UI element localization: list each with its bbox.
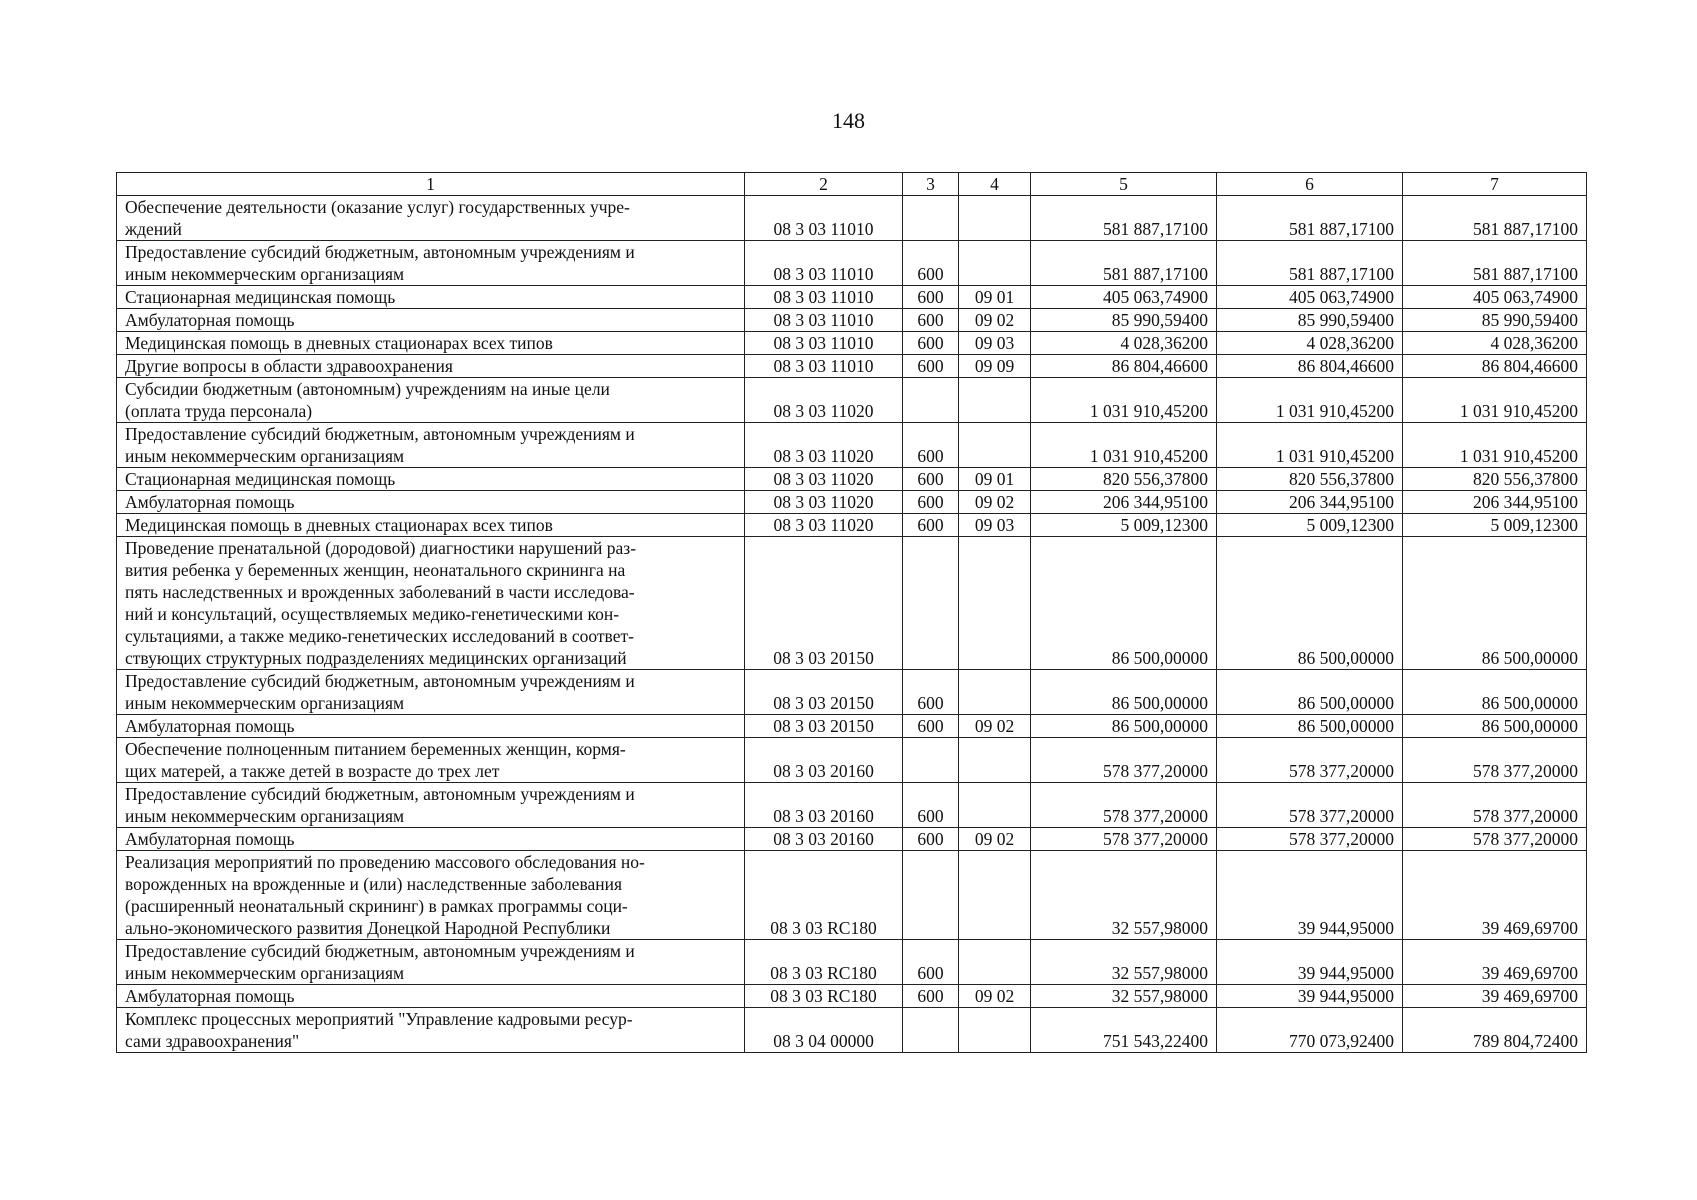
row-name: Предоставление субсидий бюджетным, автономным учреждениям и иным некоммерческим организациям — [117, 783, 745, 828]
row-expense-type — [903, 537, 959, 670]
row-amount-col-7: 39 469,69700 — [1403, 985, 1587, 1008]
row-amount-col-5: 578 377,20000 — [1031, 828, 1217, 851]
table-row — [117, 670, 1587, 715]
row-amount-col-7: 1 031 910,45200 — [1403, 378, 1587, 423]
row-section-code — [959, 537, 1031, 670]
row-name: Медицинская помощь в дневных стационарах всех типов — [117, 332, 745, 355]
table-row — [117, 940, 1587, 985]
row-expense-type: 600 — [903, 241, 959, 286]
row-target-code: 08 3 03 20150 — [745, 715, 903, 738]
header-col-1: 1 — [117, 173, 745, 196]
row-amount-col-5: 751 543,22400 — [1031, 1008, 1217, 1053]
table-row — [117, 851, 1587, 940]
budget-table-container — [116, 172, 1586, 1053]
row-amount-col-6: 581 887,17100 — [1217, 241, 1403, 286]
table-body — [117, 196, 1587, 1053]
table-row — [117, 355, 1587, 378]
row-amount-col-5: 4 028,36200 — [1031, 332, 1217, 355]
row-amount-col-7: 1 031 910,45200 — [1403, 423, 1587, 468]
row-amount-col-5: 405 063,74900 — [1031, 286, 1217, 309]
row-amount-col-6: 39 944,95000 — [1217, 985, 1403, 1008]
row-amount-col-6: 85 990,59400 — [1217, 309, 1403, 332]
row-section-code — [959, 241, 1031, 286]
row-name: Предоставление субсидий бюджетным, автономным учреждениям и иным некоммерческим организациям — [117, 670, 745, 715]
row-expense-type — [903, 851, 959, 940]
row-target-code: 08 3 03 11010 — [745, 355, 903, 378]
row-amount-col-6: 578 377,20000 — [1217, 828, 1403, 851]
row-amount-col-5: 578 377,20000 — [1031, 738, 1217, 783]
row-section-code: 09 03 — [959, 332, 1031, 355]
row-name: Обеспечение полноценным питанием беременных женщин, кормя- щих матерей, а также детей в возрасте до трех лет — [117, 738, 745, 783]
header-col-6: 6 — [1217, 173, 1403, 196]
row-amount-col-6: 820 556,37800 — [1217, 468, 1403, 491]
row-target-code: 08 3 03 RC180 — [745, 985, 903, 1008]
row-amount-col-6: 5 009,12300 — [1217, 514, 1403, 537]
row-amount-col-7: 86 804,46600 — [1403, 355, 1587, 378]
row-amount-col-6: 405 063,74900 — [1217, 286, 1403, 309]
table-row — [117, 309, 1587, 332]
table-row — [117, 378, 1587, 423]
row-target-code: 08 3 03 20160 — [745, 828, 903, 851]
row-name: Амбулаторная помощь — [117, 491, 745, 514]
table-header — [117, 173, 1587, 196]
row-amount-col-5: 820 556,37800 — [1031, 468, 1217, 491]
row-amount-col-7: 85 990,59400 — [1403, 309, 1587, 332]
row-amount-col-6: 86 500,00000 — [1217, 715, 1403, 738]
row-amount-col-5: 581 887,17100 — [1031, 241, 1217, 286]
table-row — [117, 985, 1587, 1008]
header-col-5: 5 — [1031, 173, 1217, 196]
row-amount-col-7: 5 009,12300 — [1403, 514, 1587, 537]
row-amount-col-7: 578 377,20000 — [1403, 738, 1587, 783]
row-target-code: 08 3 03 11020 — [745, 514, 903, 537]
row-expense-type: 600 — [903, 670, 959, 715]
table-row — [117, 738, 1587, 783]
row-section-code — [959, 738, 1031, 783]
row-amount-col-5: 86 500,00000 — [1031, 537, 1217, 670]
row-expense-type — [903, 196, 959, 241]
header-row — [117, 173, 1587, 196]
row-amount-col-6: 39 944,95000 — [1217, 940, 1403, 985]
row-expense-type — [903, 378, 959, 423]
row-amount-col-5: 581 887,17100 — [1031, 196, 1217, 241]
row-amount-col-7: 820 556,37800 — [1403, 468, 1587, 491]
row-amount-col-6: 578 377,20000 — [1217, 738, 1403, 783]
table-row — [117, 332, 1587, 355]
row-expense-type: 600 — [903, 783, 959, 828]
row-name: Субсидии бюджетным (автономным) учреждениям на иные цели (оплата труда персонала) — [117, 378, 745, 423]
row-target-code: 08 3 03 20150 — [745, 670, 903, 715]
row-section-code: 09 01 — [959, 468, 1031, 491]
table-row — [117, 241, 1587, 286]
row-section-code: 09 02 — [959, 828, 1031, 851]
row-section-code: 09 02 — [959, 715, 1031, 738]
row-amount-col-6: 4 028,36200 — [1217, 332, 1403, 355]
row-amount-col-5: 86 804,46600 — [1031, 355, 1217, 378]
row-amount-col-6: 86 500,00000 — [1217, 670, 1403, 715]
row-expense-type: 600 — [903, 940, 959, 985]
header-col-7: 7 — [1403, 173, 1587, 196]
row-section-code — [959, 196, 1031, 241]
row-amount-col-5: 578 377,20000 — [1031, 783, 1217, 828]
row-amount-col-5: 1 031 910,45200 — [1031, 423, 1217, 468]
table-row — [117, 286, 1587, 309]
header-col-2: 2 — [745, 173, 903, 196]
table-row — [117, 1008, 1587, 1053]
row-expense-type: 600 — [903, 468, 959, 491]
row-target-code: 08 3 03 11020 — [745, 468, 903, 491]
row-amount-col-6: 1 031 910,45200 — [1217, 423, 1403, 468]
row-target-code: 08 3 03 11010 — [745, 332, 903, 355]
row-amount-col-7: 789 804,72400 — [1403, 1008, 1587, 1053]
row-amount-col-6: 1 031 910,45200 — [1217, 378, 1403, 423]
row-section-code — [959, 423, 1031, 468]
table-row — [117, 514, 1587, 537]
row-amount-col-5: 32 557,98000 — [1031, 851, 1217, 940]
row-name: Предоставление субсидий бюджетным, автономным учреждениям и иным некоммерческим организациям — [117, 940, 745, 985]
row-target-code: 08 3 03 RC180 — [745, 940, 903, 985]
budget-table — [116, 172, 1587, 1053]
row-section-code: 09 02 — [959, 309, 1031, 332]
row-expense-type: 600 — [903, 491, 959, 514]
row-expense-type: 600 — [903, 309, 959, 332]
row-name: Комплекс процессных мероприятий "Управление кадровыми ресур- сами здравоохранения" — [117, 1008, 745, 1053]
row-amount-col-7: 4 028,36200 — [1403, 332, 1587, 355]
row-name: Реализация мероприятий по проведению массового обследования но- ворожденных на врожденные и (или) наследственные заболевания (расширенный неонатальный скрининг) в рамках программы соци- ально-экономического развития Донецкой Народной Республики — [117, 851, 745, 940]
row-expense-type — [903, 1008, 959, 1053]
row-target-code: 08 3 03 11020 — [745, 378, 903, 423]
row-expense-type — [903, 738, 959, 783]
row-name: Амбулаторная помощь — [117, 828, 745, 851]
row-section-code — [959, 940, 1031, 985]
table-row — [117, 491, 1587, 514]
row-target-code: 08 3 03 RC180 — [745, 851, 903, 940]
table-row — [117, 537, 1587, 670]
row-amount-col-7: 86 500,00000 — [1403, 670, 1587, 715]
row-section-code — [959, 378, 1031, 423]
row-expense-type: 600 — [903, 985, 959, 1008]
row-name: Предоставление субсидий бюджетным, автономным учреждениям и иным некоммерческим организациям — [117, 423, 745, 468]
row-amount-col-6: 39 944,95000 — [1217, 851, 1403, 940]
row-name: Другие вопросы в области здравоохранения — [117, 355, 745, 378]
table-row — [117, 196, 1587, 241]
row-expense-type: 600 — [903, 423, 959, 468]
row-name: Амбулаторная помощь — [117, 309, 745, 332]
row-amount-col-7: 86 500,00000 — [1403, 537, 1587, 670]
row-section-code: 09 02 — [959, 491, 1031, 514]
row-amount-col-5: 32 557,98000 — [1031, 985, 1217, 1008]
row-amount-col-6: 86 804,46600 — [1217, 355, 1403, 378]
row-section-code — [959, 1008, 1031, 1053]
row-expense-type: 600 — [903, 355, 959, 378]
row-section-code: 09 09 — [959, 355, 1031, 378]
header-col-3: 3 — [903, 173, 959, 196]
row-amount-col-5: 85 990,59400 — [1031, 309, 1217, 332]
row-name: Стационарная медицинская помощь — [117, 286, 745, 309]
row-amount-col-7: 39 469,69700 — [1403, 940, 1587, 985]
row-expense-type: 600 — [903, 715, 959, 738]
row-amount-col-7: 39 469,69700 — [1403, 851, 1587, 940]
row-expense-type: 600 — [903, 332, 959, 355]
row-amount-col-5: 206 344,95100 — [1031, 491, 1217, 514]
page-number: 148 — [832, 108, 865, 133]
row-amount-col-5: 1 031 910,45200 — [1031, 378, 1217, 423]
row-name: Предоставление субсидий бюджетным, автономным учреждениям и иным некоммерческим организациям — [117, 241, 745, 286]
table-row — [117, 783, 1587, 828]
row-amount-col-6: 581 887,17100 — [1217, 196, 1403, 241]
row-amount-col-6: 206 344,95100 — [1217, 491, 1403, 514]
row-amount-col-5: 32 557,98000 — [1031, 940, 1217, 985]
row-section-code: 09 03 — [959, 514, 1031, 537]
header-col-4: 4 — [959, 173, 1031, 196]
row-section-code — [959, 851, 1031, 940]
row-expense-type: 600 — [903, 828, 959, 851]
row-target-code: 08 3 04 00000 — [745, 1008, 903, 1053]
row-name: Амбулаторная помощь — [117, 715, 745, 738]
table-row — [117, 423, 1587, 468]
row-amount-col-7: 405 063,74900 — [1403, 286, 1587, 309]
row-target-code: 08 3 03 20160 — [745, 738, 903, 783]
row-name: Медицинская помощь в дневных стационарах всех типов — [117, 514, 745, 537]
row-section-code: 09 01 — [959, 286, 1031, 309]
table-row — [117, 715, 1587, 738]
row-amount-col-7: 578 377,20000 — [1403, 783, 1587, 828]
row-amount-col-7: 86 500,00000 — [1403, 715, 1587, 738]
row-section-code — [959, 670, 1031, 715]
row-target-code: 08 3 03 11020 — [745, 423, 903, 468]
row-amount-col-5: 86 500,00000 — [1031, 670, 1217, 715]
row-target-code: 08 3 03 20160 — [745, 783, 903, 828]
table-row — [117, 468, 1587, 491]
row-name: Обеспечение деятельности (оказание услуг) государственных учре- ждений — [117, 196, 745, 241]
row-expense-type: 600 — [903, 514, 959, 537]
row-amount-col-7: 581 887,17100 — [1403, 196, 1587, 241]
row-expense-type: 600 — [903, 286, 959, 309]
row-section-code — [959, 783, 1031, 828]
row-target-code: 08 3 03 11010 — [745, 241, 903, 286]
table-row — [117, 828, 1587, 851]
row-name: Проведение пренатальной (дородовой) диагностики нарушений раз- вития ребенка у беременных женщин, неонатального скрининга на пять наследственных и врожденных заболеваний в части исследова- ний и консультаций, осуществляемых медико-генетическими кон- сультациями, а также медико-генетических исследований в соответ- ствующих структурных подразделениях медицинских организаций — [117, 537, 745, 670]
row-name: Амбулаторная помощь — [117, 985, 745, 1008]
row-amount-col-7: 206 344,95100 — [1403, 491, 1587, 514]
row-amount-col-6: 770 073,92400 — [1217, 1008, 1403, 1053]
row-amount-col-5: 5 009,12300 — [1031, 514, 1217, 537]
row-amount-col-6: 578 377,20000 — [1217, 783, 1403, 828]
row-target-code: 08 3 03 11020 — [745, 491, 903, 514]
row-amount-col-7: 578 377,20000 — [1403, 828, 1587, 851]
row-amount-col-7: 581 887,17100 — [1403, 241, 1587, 286]
row-amount-col-6: 86 500,00000 — [1217, 537, 1403, 670]
row-target-code: 08 3 03 11010 — [745, 196, 903, 241]
row-amount-col-5: 86 500,00000 — [1031, 715, 1217, 738]
row-name: Стационарная медицинская помощь — [117, 468, 745, 491]
row-target-code: 08 3 03 11010 — [745, 286, 903, 309]
row-section-code: 09 02 — [959, 985, 1031, 1008]
row-target-code: 08 3 03 11010 — [745, 309, 903, 332]
row-target-code: 08 3 03 20150 — [745, 537, 903, 670]
